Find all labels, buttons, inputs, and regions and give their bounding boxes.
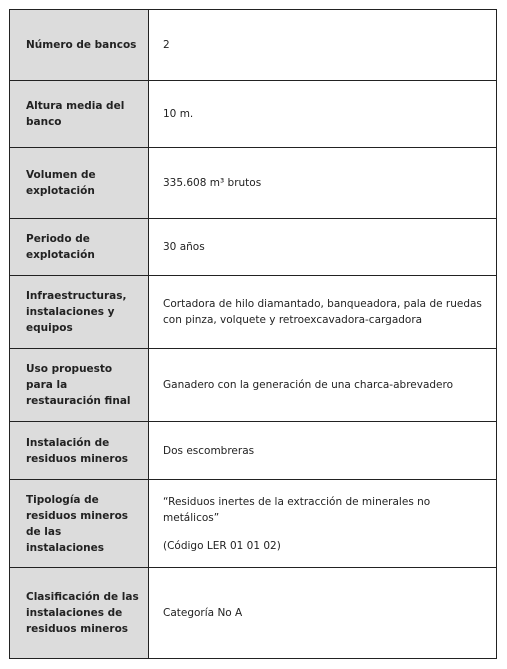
table-row [10, 148, 497, 219]
value-text: Cortadora de hilo diamantado, banqueadora, pala de ruedas con pinza, volquete y retroexcavadora-cargadora [163, 298, 482, 326]
row-label-volumen-explotacion: Volumen de explotación [10, 148, 149, 219]
value-text: 30 años [163, 241, 205, 253]
table-row [10, 480, 497, 568]
table-row [10, 276, 497, 349]
row-value-instalacion-residuos [149, 422, 497, 480]
row-value-altura-media [149, 81, 497, 148]
row-label-numero-bancos: Número de bancos [10, 10, 149, 81]
row-value-clasificacion [149, 568, 497, 659]
row-label-clasificacion: Clasificación de las instalaciones de residuos mineros [10, 568, 149, 659]
value-spacer [163, 526, 486, 538]
value-text-quote: “Residuos inertes de la extracción de minerales no metálicos” [163, 495, 431, 524]
row-label-altura-media: Altura media del banco [10, 81, 149, 148]
row-label-tipologia-residuos: Tipología de residuos mineros de las instalaciones [10, 480, 149, 568]
table-row [10, 422, 497, 480]
table-row [10, 349, 497, 422]
project-data-table [9, 9, 497, 659]
row-value-volumen-explotacion [149, 148, 497, 219]
row-value-periodo-explotacion [149, 219, 497, 276]
value-text: Ganadero con la generación de una charca-abrevadero [163, 379, 454, 391]
row-value-numero-bancos [149, 10, 497, 81]
value-text-code: (Código LER 01 01 02) [163, 539, 281, 552]
row-value-infraestructuras [149, 276, 497, 349]
value-text: Dos escombreras [163, 444, 255, 457]
row-label-infraestructuras: Infraestructuras, instalaciones y equipos [10, 276, 149, 349]
row-label-periodo-explotacion: Periodo de explotación [10, 219, 149, 276]
row-value-uso-propuesto [149, 349, 497, 422]
row-value-tipologia-residuos [149, 480, 497, 568]
value-text: 335.608 m³ brutos [163, 177, 262, 189]
table-row [10, 10, 497, 81]
value-text: Categoría No A [163, 607, 243, 619]
table-row [10, 81, 497, 148]
row-label-uso-propuesto: Uso propuesto para la restauración final [10, 349, 149, 422]
table-row [10, 568, 497, 659]
row-label-instalacion-residuos: Instalación de residuos mineros [10, 422, 149, 480]
table-row [10, 219, 497, 276]
info-table-container [9, 9, 497, 659]
value-text: 2 [163, 39, 170, 51]
value-text: 10 m. [163, 108, 194, 120]
